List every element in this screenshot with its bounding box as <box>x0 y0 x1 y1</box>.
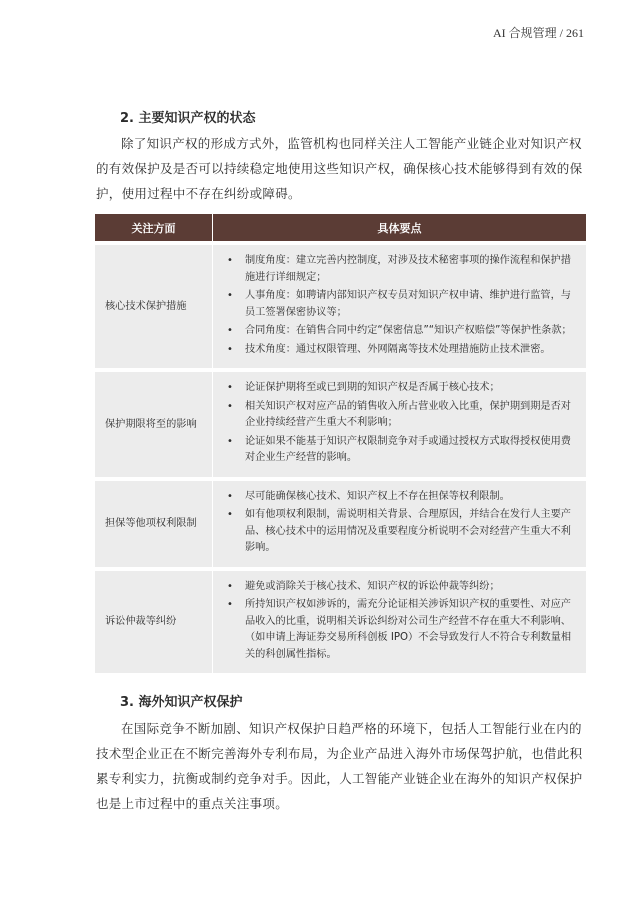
table-cell-aspect: 核心技术保护措施 <box>95 243 213 370</box>
bullet-item: • 所持知识产权如涉诉的，需充分论证相关涉诉知识产权的重要性、对应产品收入的比重，说明相关诉讼纠纷对公司生产经营不存在重大不利影响、（如申请上海证券交易所科创板 IPO）不会导致发行人不符合专利数量相关的科创属性指标。 <box>225 597 574 663</box>
table-cell-points <box>213 479 587 569</box>
running-header: AI 合规管理 / 261 <box>493 26 584 40</box>
table-header-row <box>95 214 586 243</box>
table-row <box>95 569 586 674</box>
bullet-item: • 如有他项权利限制，需说明相关背景、合理原因，并结合在发行人主要产品、核心技术中的运用情况及重要程度分析说明不会对经营产生重大不利影响。 <box>225 507 574 557</box>
table-row <box>95 243 586 370</box>
ip-focus-table <box>95 214 586 673</box>
table-cell-points <box>213 370 587 479</box>
table-cell-aspect: 诉讼仲裁等纠纷 <box>95 569 213 674</box>
bullet-list <box>225 253 574 358</box>
table-row <box>95 479 586 569</box>
table-cell-aspect: 担保等他项权利限制 <box>95 479 213 569</box>
bullet-item: • 相关知识产权对应产品的销售收入所占营业收入比重，保护期到期是否对企业持续经营产生重大不利影响； <box>225 399 574 432</box>
table-header-points: 具体要点 <box>213 214 587 243</box>
bullet-item: • 技术角度：通过权限管理、外网隔离等技术处理措施防止技术泄密。 <box>225 342 574 359</box>
bullet-item: • 人事角度：如聘请内部知识产权专员对知识产权申请、维护进行监管，与员工签署保密协议等； <box>225 288 574 321</box>
table-header-aspect: 关注方面 <box>95 214 213 243</box>
bullet-item: • 尽可能确保核心技术、知识产权上不存在担保等权利限制。 <box>225 489 574 506</box>
table-cell-points <box>213 569 587 674</box>
bullet-item: • 论证如果不能基于知识产权限制竞争对手或通过授权方式取得授权使用费对企业生产经营的影响。 <box>225 434 574 467</box>
paragraph-overseas-ip: 在国际竞争不断加剧、知识产权保护日趋严格的环境下，包括人工智能行业在内的技术型企业正在不断完善海外专利布局，为企业产品进入海外市场保驾护航，也借此积累专利实力，抗衡或制约竞争对手。因此，人工智能产业链企业在海外的知识产权保护也是上市过程中的重点关注事项。 <box>96 721 583 811</box>
bullet-item: • 制度角度：建立完善内控制度，对涉及技术秘密事项的操作流程和保护措施进行详细规定； <box>225 253 574 286</box>
bullet-list <box>225 579 574 664</box>
bullet-item: • 论证保护期将至或已到期的知识产权是否属于核心技术； <box>225 380 574 397</box>
bullet-list <box>225 380 574 467</box>
table-cell-aspect: 保护期限将至的影响 <box>95 370 213 479</box>
bullet-item: • 合同角度：在销售合同中约定“保密信息”“知识产权赔偿”等保护性条款； <box>225 323 574 340</box>
table-row <box>95 370 586 479</box>
table-cell-points <box>213 243 587 370</box>
bullet-list <box>225 489 574 557</box>
bullet-item: • 避免或消除关于核心技术、知识产权的诉讼仲裁等纠纷； <box>225 579 574 596</box>
section-title-overseas-ip: 3. 海外知识产权保护 <box>120 695 243 710</box>
paragraph-ip-status: 除了知识产权的形成方式外，监管机构也同样关注人工智能产业链企业对知识产权的有效保护及是否可以持续稳定地使用这些知识产权，确保核心技术能够得到有效的保护，使用过程中不存在纠纷或障碍。 <box>96 136 583 201</box>
section-title-ip-status: 2. 主要知识产权的状态 <box>120 111 256 126</box>
